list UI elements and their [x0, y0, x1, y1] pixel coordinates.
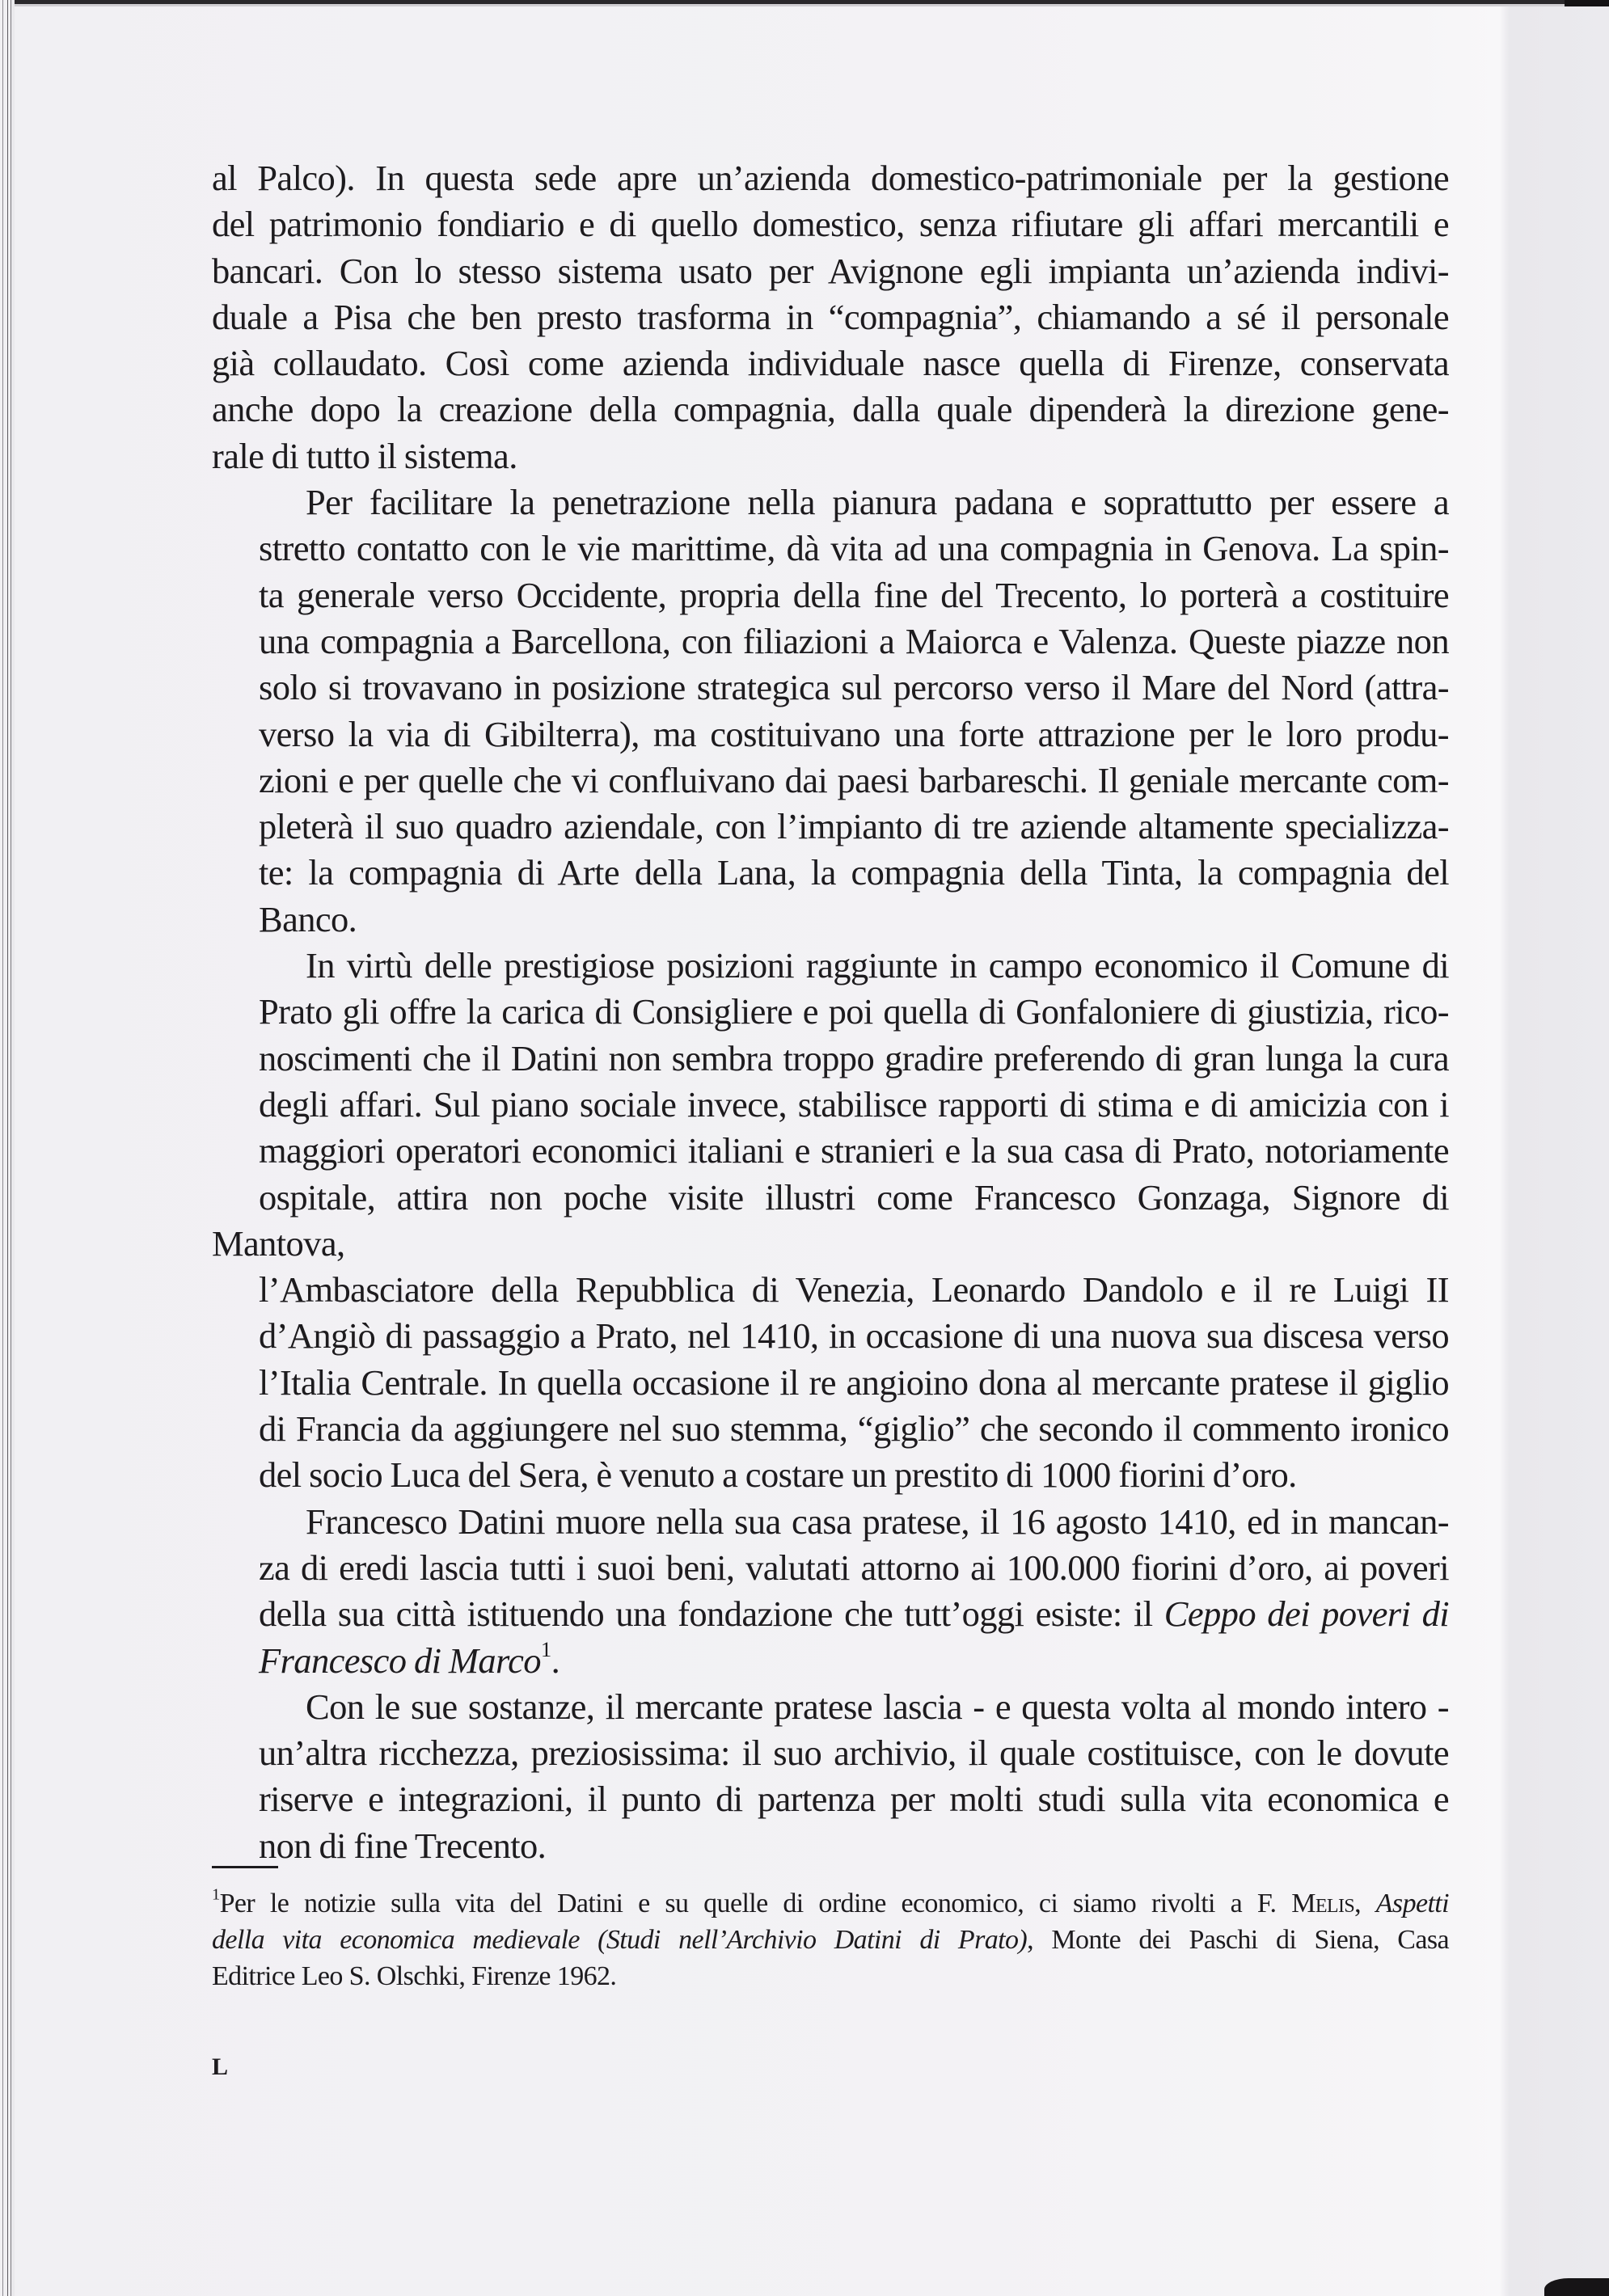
paragraph-4 [212, 1499, 1449, 1684]
italic-title: Francesco di Marco [259, 1640, 541, 1681]
text-line: za di eredi lascia tutti i suoi beni, valutati attorno ai 100.000 fiorini d’oro, ai poveri [259, 1547, 1449, 1588]
text-line: anche dopo la creazione della compagnia, dalla quale dipenderà la direzione gene- [212, 389, 1449, 430]
text-line: Francesco di Marco$^1$. [259, 1636, 560, 1681]
text-line: Con le sue sostanze, il mercante pratese lascia - e questa volta al mondo intero - [306, 1686, 1449, 1727]
text-line: un’altra ricchezza, preziosissima: il suo archivio, il quale costituisce, con le dovute [259, 1733, 1449, 1774]
footnote-line: $^1$Per le notizie sulla vita del Datini e su quelle di ordine economico, ci siamo rivolti a F. Melis, Aspetti [212, 1885, 1449, 1918]
paragraph-1 [212, 155, 1449, 479]
text-line: Per facilitare la penetrazione nella pianura padana e soprattutto per essere a [306, 482, 1449, 523]
text-line: già collaudato. Così come azienda individuale nasce quella di Firenze, conservata [212, 343, 1449, 384]
text-line: ta generale verso Occidente, propria della fine del Trecento, lo porterà a costituire [259, 574, 1449, 615]
text-line: In virtù delle prestigiose posizioni raggiunte in campo economico il Comune di [306, 945, 1449, 986]
author-name: Melis [1291, 1889, 1355, 1918]
book-title: della vita economica medievale (Studi nell’Archivio Datini di Prato) [212, 1925, 1028, 1955]
text-line: non di fine Trecento. [259, 1825, 547, 1866]
text-line: al Palco). In questa sede apre un’azienda domestico-patrimoniale per la gestione [212, 158, 1449, 198]
text-line: noscimenti che il Datini non sembra troppo gradire preferendo di gran lunga la cura [259, 1037, 1449, 1078]
text-line: d’Angiò di passaggio a Prato, nel 1410, in occasione di una nuova sua discesa verso [259, 1315, 1449, 1357]
footnote-line: della vita economica medievale (Studi nell’Archivio Datini di Prato), Monte dei Paschi di Siena, Casa [212, 1925, 1449, 1955]
text-line: pleterà il suo quadro aziendale, con l’impianto di tre aziende altamente specializza- [259, 806, 1449, 847]
scan-top-edge-highlight [0, 4, 1609, 6]
book-page-edges [0, 0, 15, 2296]
body-text [212, 155, 1449, 1869]
text-line: duale a Pisa che ben presto trasforma in “compagnia”, chiamando a sé il personale [212, 296, 1449, 337]
footnote-marker: 1 [212, 1885, 220, 1904]
paragraph-5 [212, 1684, 1449, 1869]
text-line: degli affari. Sul piano sociale invece, stabilisce rapporti di stima e di amicizia con i [259, 1083, 1449, 1125]
text-line: della sua città istituendo una fondazione che tutt’oggi esiste: il Ceppo dei poveri di [259, 1593, 1449, 1635]
paragraph-2 [212, 479, 1449, 943]
paragraph-3 [212, 943, 1449, 1499]
text-line: ospitale, attira non poche visite illustri come Francesco Gonzaga, Signore di Mantova, [212, 1176, 1449, 1264]
scan-corner-bottom-right [1544, 2278, 1609, 2296]
text-line: maggiori operatori economici italiani e stranieri e la sua casa di Prato, notoriamente [259, 1130, 1449, 1171]
page-number: L [212, 2053, 230, 2080]
text-line: una compagnia a Barcellona, con filiazioni a Maiorca e Valenza. Queste piazze non [259, 620, 1449, 661]
text-line: bancari. Con lo stesso sistema usato per Avignone egli impianta un’azienda indivi- [212, 250, 1449, 291]
text-line: riserve e integrazioni, il punto di partenza per molti studi sulla vita economica e [259, 1779, 1449, 1820]
text-line: l’Ambasciatore della Repubblica di Venezia, Leonardo Dandolo e il re Luigi II [259, 1269, 1449, 1310]
text-line: solo si trovavano in posizione strategica sul percorso verso il Mare del Nord (attra- [259, 667, 1449, 708]
footnote-reference[interactable]: 1 [540, 1636, 551, 1661]
footnote-line: Editrice Leo S. Olschki, Firenze 1962. [212, 1961, 617, 1991]
text-line: stretto contatto con le vie marittime, dà vita ad una compagnia in Genova. La spin- [259, 528, 1449, 569]
text-line: Francesco Datini muore nella sua casa pratese, il 16 agosto 1410, ed in mancan- [306, 1500, 1449, 1542]
text-line: verso la via di Gibilterra), ma costituivano una forte attrazione per le loro produ- [259, 713, 1449, 754]
footnote-divider [212, 1866, 278, 1868]
text-line: rale di tutto il sistema. [212, 435, 517, 476]
text-line: Prato gli offre la carica di Consigliere e poi quella di Gonfaloniere di giustizia, rico- [259, 991, 1449, 1032]
book-title: Aspetti [1375, 1889, 1449, 1918]
text-line: l’Italia Centrale. In quella occasione il re angioino dona al mercante pratese il giglio [259, 1361, 1449, 1403]
text-line: Banco. [259, 898, 357, 939]
footnote [212, 1885, 1449, 1994]
text-line: del patrimonio fondiario e di quello domestico, senza rifiutare gli affari mercantili e [212, 204, 1449, 245]
italic-title: Ceppo dei poveri di [1163, 1593, 1449, 1635]
scan-corner-top-right [1565, 0, 1609, 6]
text-line: di Francia da aggiungere nel suo stemma, “giglio” che secondo il commento ironico [259, 1408, 1449, 1450]
text-line: del socio Luca del Sera, è venuto a costare un prestito di 1000 fiorini d’oro. [259, 1454, 1297, 1496]
text-line: zioni e per quelle che vi confluivano dai paesi barbareschi. Il geniale mercante com- [259, 759, 1449, 800]
text-line: te: la compagnia di Arte della Lana, la compagnia della Tinta, la compagnia del [259, 852, 1449, 893]
